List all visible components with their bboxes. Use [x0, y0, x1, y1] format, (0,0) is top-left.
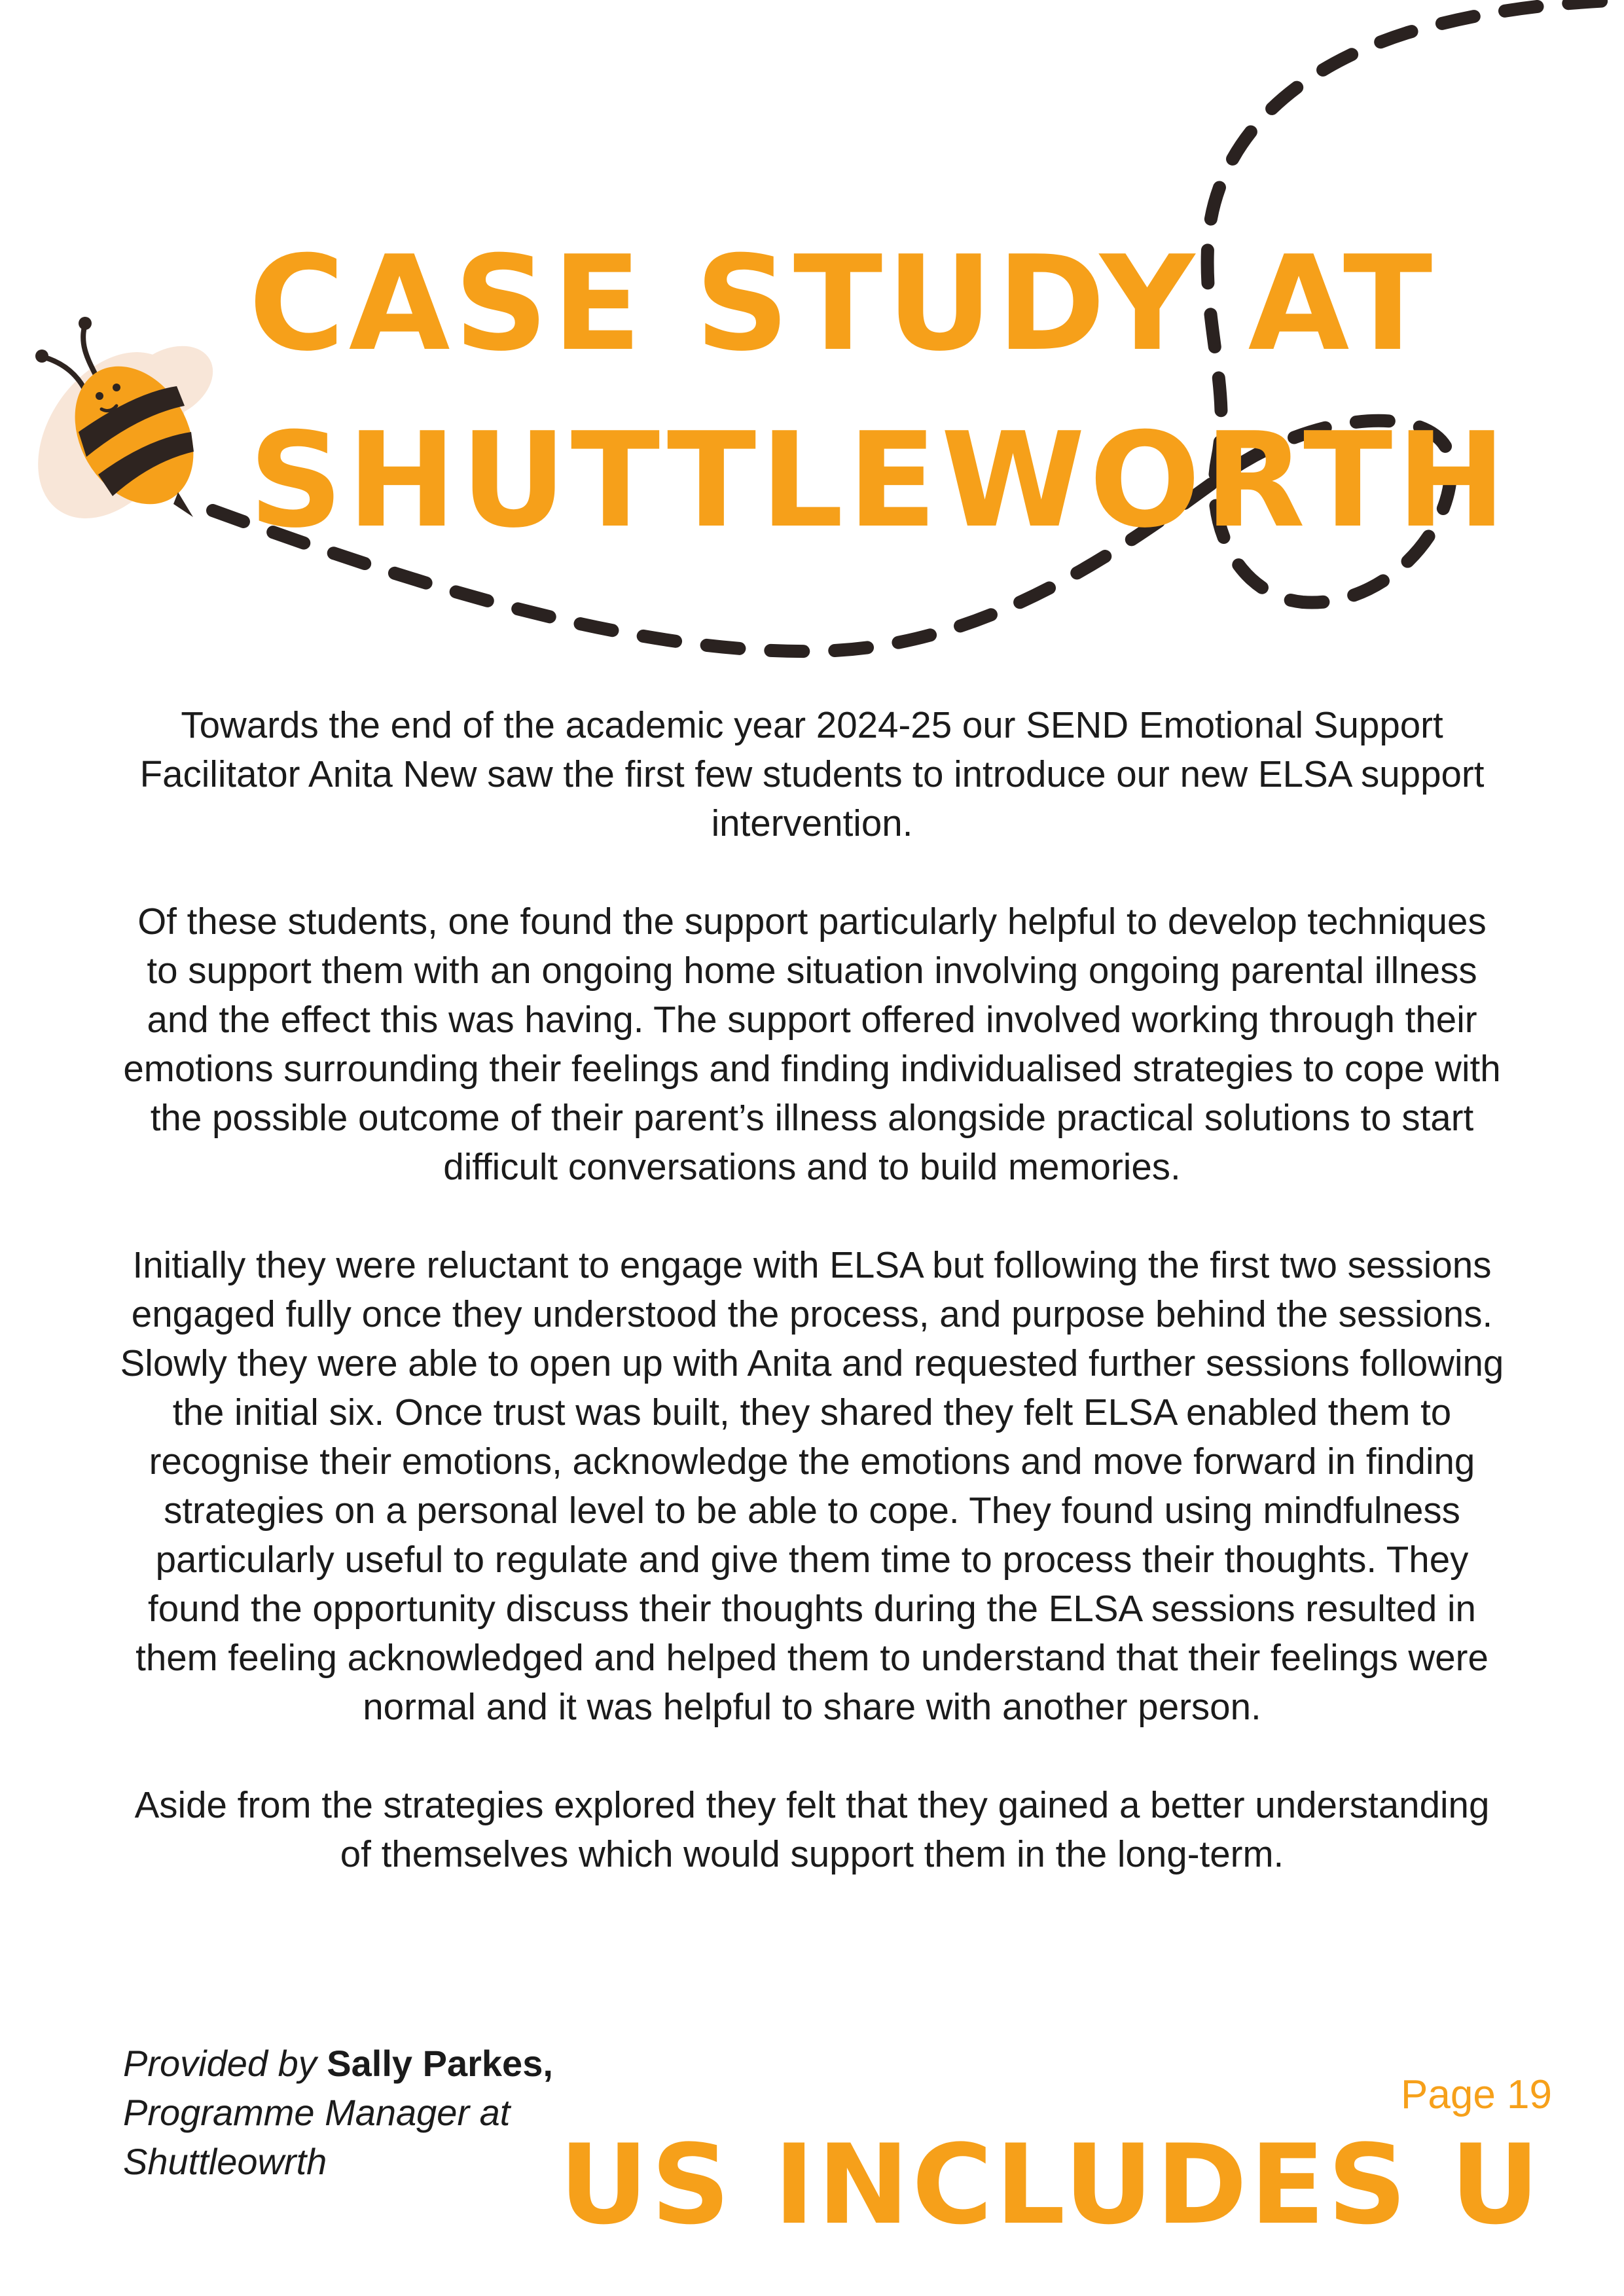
- page-title: [249, 216, 1510, 569]
- motto-banner: US INCLUDES U: [559, 2121, 1542, 2249]
- bee-icon: [8, 317, 226, 546]
- credit-line-1: [123, 2039, 553, 2088]
- paragraph-outcome: Aside from the strategies explored they felt that they gained a better understanding of themselves which would support them in the long-term.: [134, 1784, 1490, 1874]
- title-line-1: CASE STUDY AT: [249, 228, 1437, 380]
- page-number: Page 19: [1401, 2072, 1552, 2117]
- provider-name: Sally Parkes,: [327, 2043, 553, 2084]
- title-line-2: SHUTTLEWORTH: [249, 404, 1510, 557]
- paragraph-engagement: Initially they were reluctant to engage with ELSA but following the first two sessions engaged fully once they understood the process, and purpose behind the sessions. Slowly they were able to open up with Anita and requested further sessions following the initial six. Once trust was built, they shared they felt ELSA enabled them to recognise their emotions, acknowledge the emotions and move forward in finding strategies on a personal level to be able to cope. They found using mindfulness particularly useful to regulate and give them time to process their thoughts. They found the opportunity discuss their thoughts during the ELSA sessions resulted in them feeling acknowledged and helped them to understand that their feelings were normal and it was helpful to share with another person.: [120, 1244, 1504, 1727]
- author-credit: [123, 2039, 553, 2186]
- case-study-body: [118, 700, 1506, 1878]
- provider-role-line-2: Shuttleowrth: [123, 2141, 327, 2182]
- provided-by-label: Provided by: [123, 2043, 317, 2084]
- paragraph-intro: Towards the end of the academic year 2024-25 our SEND Emotional Support Facilitator Anita New saw the first few students to introduce our new ELSA support intervention.: [139, 704, 1485, 844]
- paragraph-support: Of these students, one found the support particularly helpful to develop techniques to support them with an ongoing home situation involving ongoing parental illness and the effect this was having. The support offered involved working through their emotions surrounding their feelings and finding individualised strategies to cope with the possible outcome of their parent’s illness alongside practical solutions to start difficult conversations and to build memories.: [123, 901, 1501, 1187]
- provider-role-line-1: Programme Manager at: [123, 2092, 511, 2133]
